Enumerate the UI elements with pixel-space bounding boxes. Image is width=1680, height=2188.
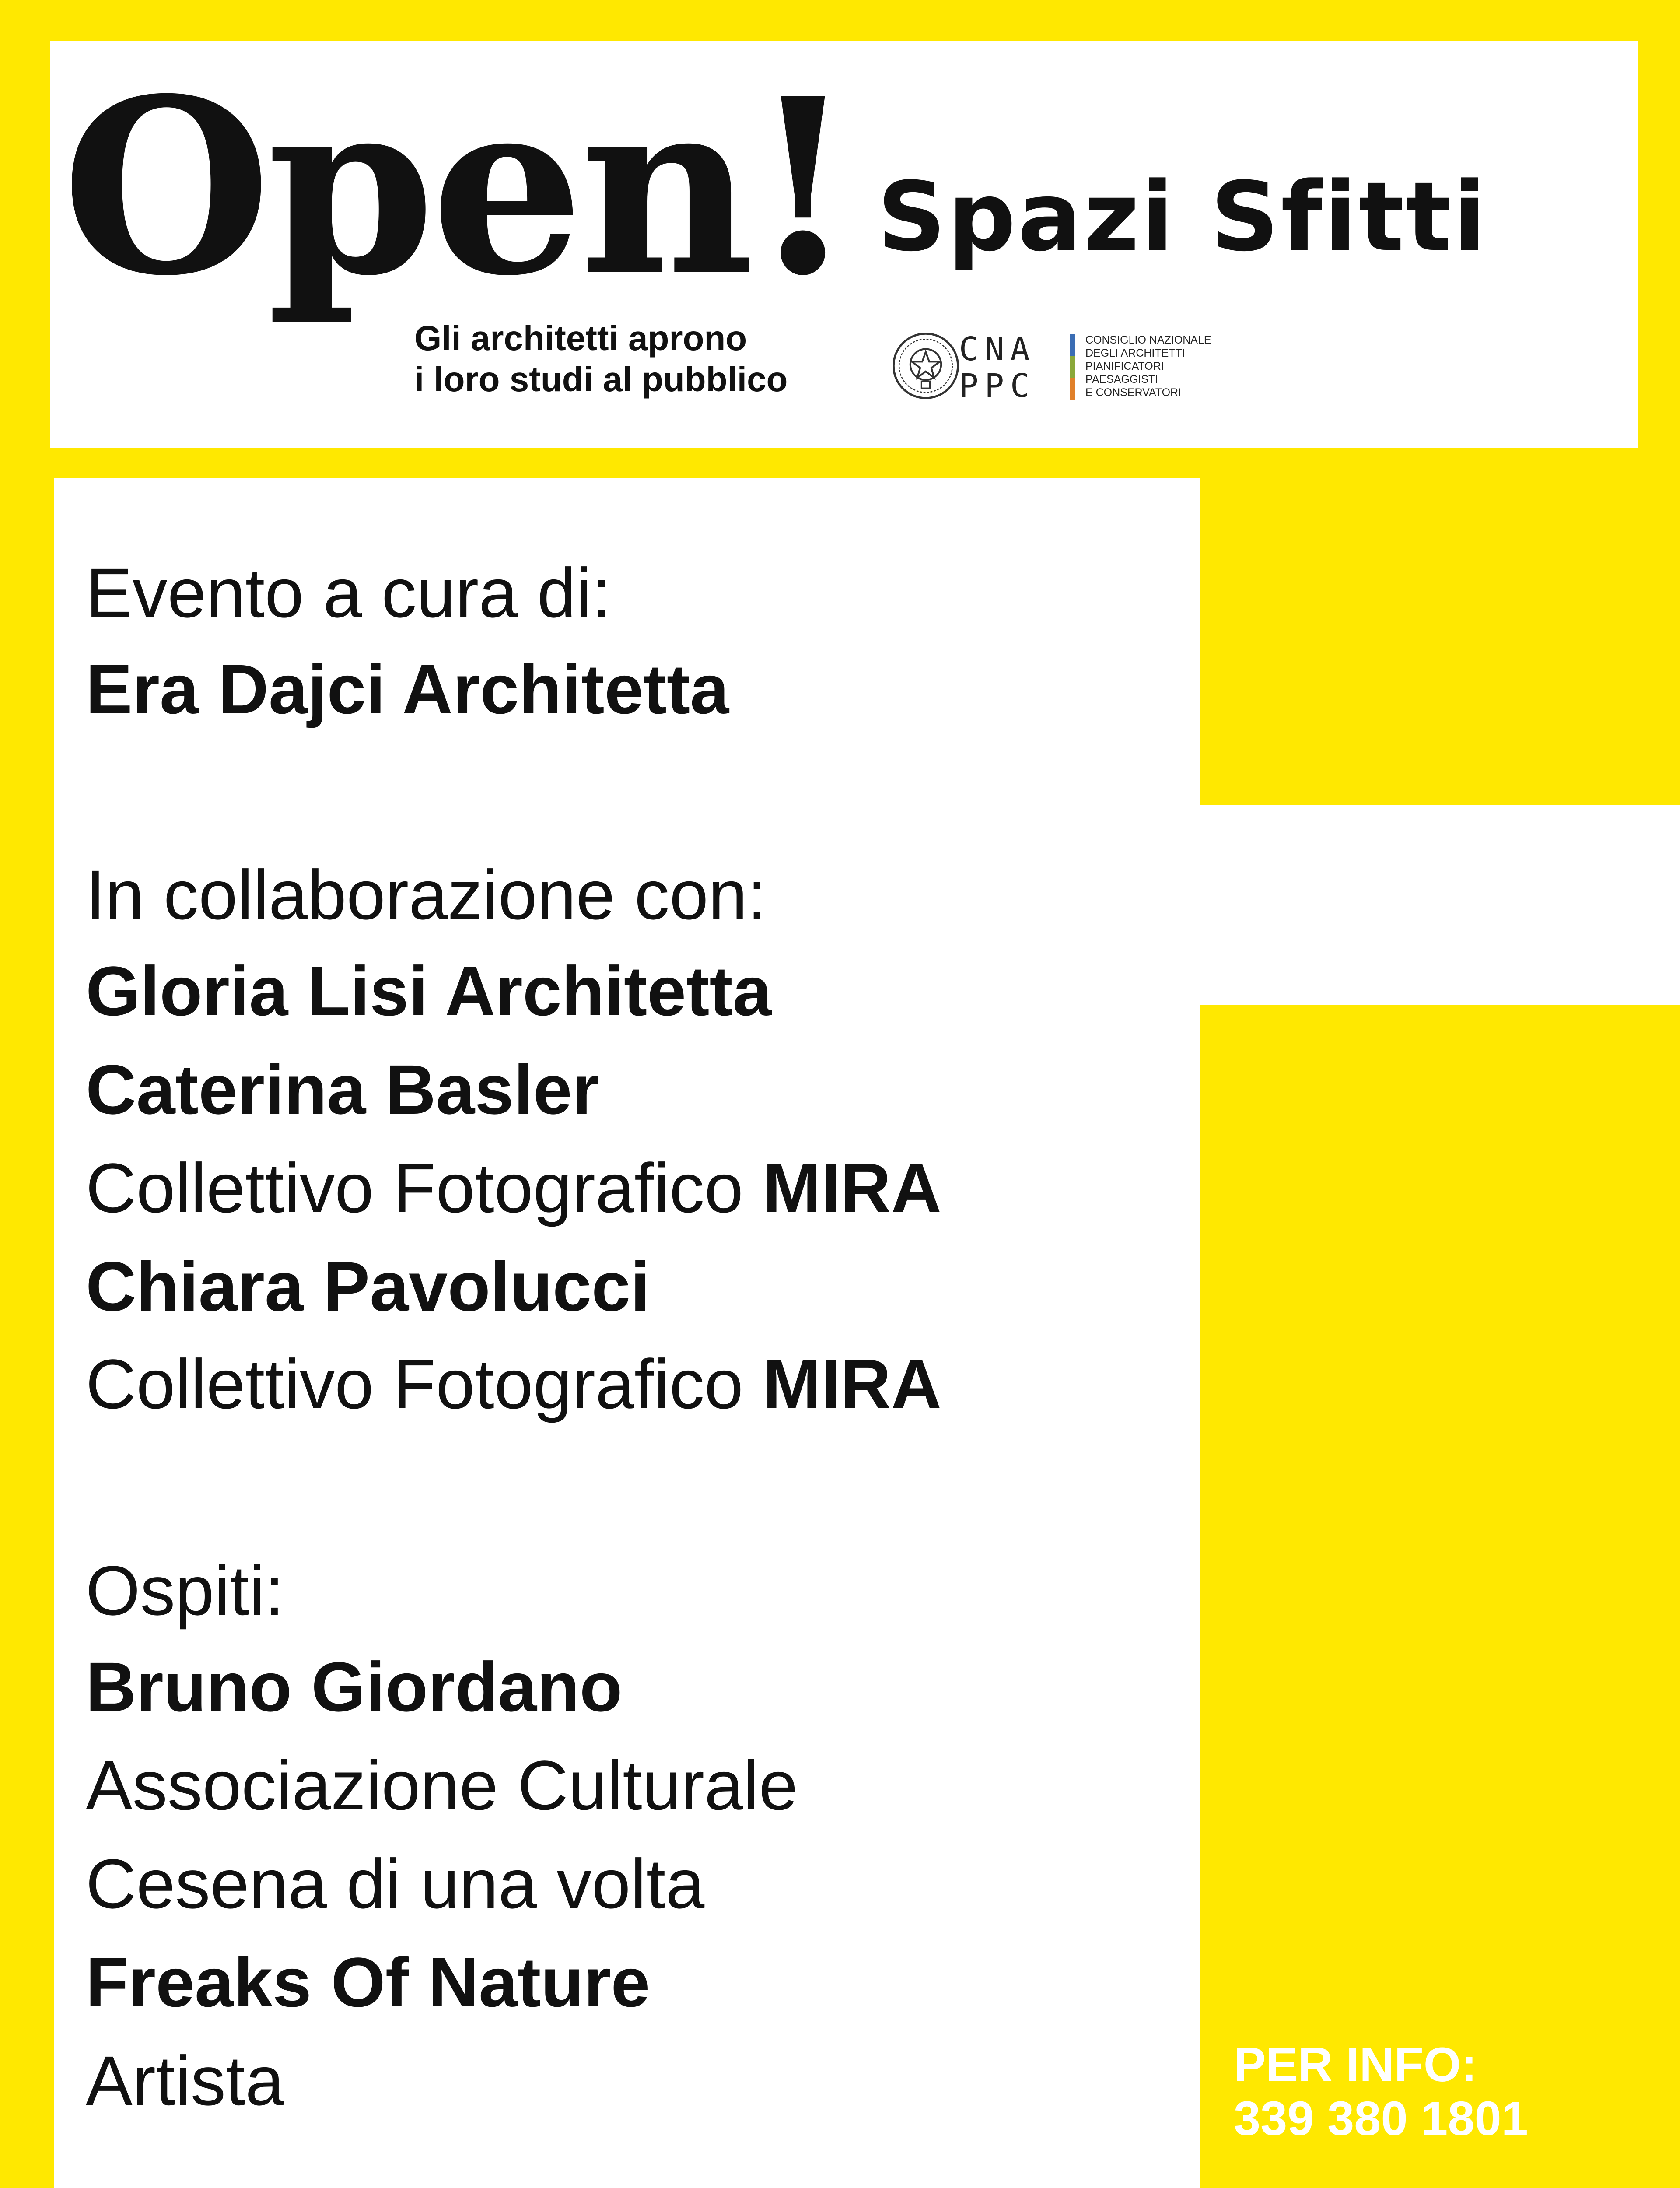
collab-org-2 (86, 1149, 942, 1227)
italian-republic-emblem-icon (891, 331, 961, 401)
cna-text-line: PAESAGGISTI (1085, 373, 1158, 386)
cna-bar-blue (1070, 334, 1075, 356)
collab-label: In collaborazione con: (86, 856, 767, 934)
guest-name-2: Freaks Of Nature (86, 1943, 650, 2021)
curated-name: Era Dajci Architetta (86, 650, 729, 728)
collab-org-2-prefix: Collettivo Fotografico (86, 1149, 763, 1227)
content-panel (54, 478, 1200, 2188)
cna-text-line: CONSIGLIO NAZIONALE (1085, 334, 1211, 346)
guest-org-1-line-2: Cesena di una volta (86, 1844, 705, 1923)
collab-org-3 (86, 1345, 942, 1423)
info-phone[interactable]: 339 380 1801 (1234, 2092, 1528, 2146)
cna-text-line: DEGLI ARCHITETTI (1085, 347, 1185, 359)
collab-org-3-bold: MIRA (763, 1345, 942, 1423)
cna-color-bar (1070, 334, 1075, 400)
collab-org-2-bold: MIRA (763, 1149, 942, 1227)
tagline-line-1: Gli architetti aprono (414, 319, 747, 358)
curated-label: Evento a cura di: (86, 554, 611, 632)
guest-org-1-line-1: Associazione Culturale (86, 1746, 798, 1824)
decorative-white-block (1200, 805, 1680, 1005)
cna-bar-orange (1070, 378, 1075, 400)
info-label: PER INFO: (1234, 2038, 1477, 2092)
collab-name-2: Caterina Basler (86, 1050, 599, 1129)
guests-label: Ospiti: (86, 1551, 284, 1630)
title-open: Open! (62, 46, 851, 329)
cna-bar-green (1070, 356, 1075, 378)
cna-logo-bottom: PPC (959, 367, 1036, 405)
cna-text-line: PIANIFICATORI (1085, 360, 1164, 372)
cna-logo-top: CNA (959, 330, 1036, 368)
guest-role-2: Artista (86, 2041, 284, 2120)
tagline-line-2: i loro studi al pubblico (414, 360, 788, 399)
cna-text-line: E CONSERVATORI (1085, 386, 1182, 399)
collab-name-3: Chiara Pavolucci (86, 1247, 650, 1325)
info-block (1234, 2038, 1528, 2146)
collab-org-3-prefix: Collettivo Fotografico (86, 1345, 763, 1423)
collab-name-1: Gloria Lisi Architetta (86, 952, 772, 1030)
title-spazi-sfitti: Spazi Sfitti (877, 162, 1488, 273)
guest-name-1: Bruno Giordano (86, 1648, 623, 1726)
header-banner (50, 41, 1638, 448)
